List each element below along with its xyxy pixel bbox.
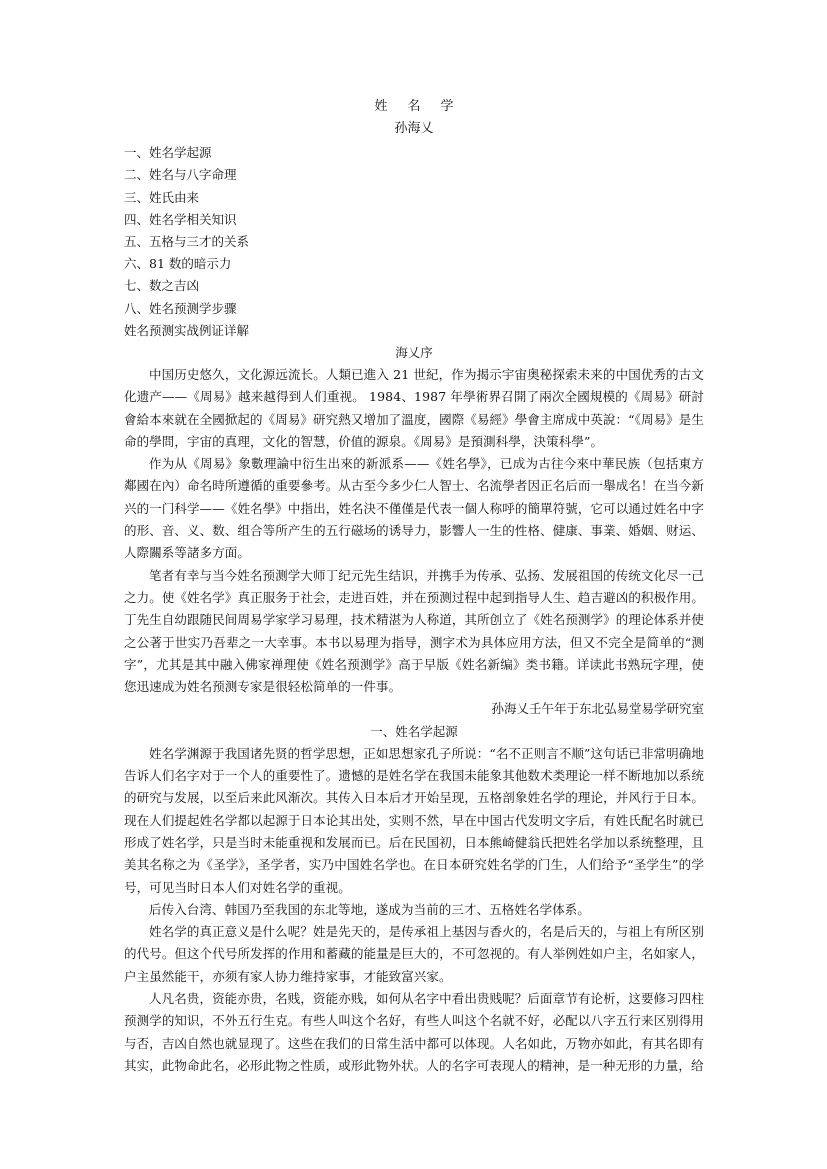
toc-item: 六、81 数的暗示力 — [124, 256, 232, 272]
preface-paragraph: 作为从《周易》象數理論中衍生出來的新派系——《姓名學》，已成为古往今來中華民族（包括東方鄰國在內）命名時所遵循的重要參考。从古至今多少仁人智士、名流學者因正名后而一舉成名！在当今新兴的一门科学——《姓名學》中指出，姓名決不僅僅是代表一個人称呼的簡單符號，它可以通过姓名中字的形、音、义、数、组合等所产生的五行磁场的诱导力，影響人一生的性格、健康、事業、婚姻、财运、人際關系等諸多方面。 — [124, 456, 704, 561]
preface-heading: 海乂序 — [395, 344, 433, 360]
preface-paragraph: 中国历史悠久，文化源远流长。人類已進入 21 世紀，作为揭示宇宙奥秘探索未来的中国优秀的古文化遗产——《周易》越来越得到人们重视。 1984、1987 年學術界召開了兩次全國規模的《周易》研討會給本來就在全國掀起的《周易》研究熱又增加了溫度，國際《易經》學會主席成中英說：“《周易》是生命的學問，宇宙的真理，文化的智慧，价值的源泉。《周易》是預測科學，決策科學”。 — [124, 366, 704, 449]
section-heading: 一、姓名学起源 — [370, 723, 458, 739]
body-paragraph: 人凡名贵，资能亦贵，名贱，资能亦贱，如何从名字中看出贵贱呢？后面章节有论析，这要修习四柱预测学的知识，不外五行生克。有些人叫这个名好，有些人叫这个名就不好，必配以八字五行来区别得用与否，吉凶自然也就显现了。这些在我们的日常生活中都可以体现。人名如此，万物亦如此，有其名即有其实，此物命此名，必形此物之性质，或形此物外状。人的名字可表现人的精神，是一种无形的力量，给 — [124, 991, 704, 1073]
toc-item: 五、五格与三才的关系 — [124, 234, 250, 250]
toc-item: 八、姓名预测学步骤 — [124, 300, 237, 316]
title-char: 姓 — [374, 99, 388, 114]
document-page — [124, 96, 704, 1077]
toc-item: 二、姓名与八字命理 — [124, 167, 237, 183]
toc-item: 一、姓名学起源 — [124, 145, 212, 161]
toc-item: 七、数之吉凶 — [124, 278, 200, 294]
document-author: 孙海乂 — [394, 121, 434, 136]
preface-signature: 孙海乂壬午年于东北弘易堂易学研究室 — [491, 701, 704, 717]
preface-paragraph: 笔者有幸与当今姓名预测学大师丁纪元先生结识，并携手为传承、弘扬、发展祖国的传统文化尽一己之力。使《姓名学》真正服务于社会，走进百姓，并在预测过程中起到指导人生、趋吉避凶的积极作用。丁先生自幼跟随民间周易学家学习易理，技术精湛为人称道，其所创立了《姓名预测学》的理论体系并使之公著于世实乃吾辈之一大幸事。本书以易理为指导，测字术为具体应用方法，但又不完全是简单的“测字”，尤其是其中融入佛家禅理使《姓名预测学》高于早版《姓名新编》类书籍。详读此书熟玩字理，使您迅速成为姓名预测专家是很轻松简单的一件事。 — [124, 567, 704, 695]
toc-item: 三、姓氏由来 — [124, 189, 200, 205]
body-paragraph: 姓名学渊源于我国诸先贤的哲学思想，正如思想家孔子所说：“名不正则言不顺”这句话已非常明确地告诉人们名字对于一个人的重要性了。遗憾的是姓名学在我国未能象其他数术类理论一样不断地加以系统的研究与发展，以至后来此风渐次。其传入日本后才开始呈现，五格剖象姓名学的理论，并风行于日本。现在人们提起姓名学都以起源于日本论其出处，实则不然，早在中国古代发明文字后，有姓氏配名时就已形成了姓名学，只是当时未能重视和发展而已。后在民国初，日本熊崎健翁氏把姓名学加以系统整理，且美其名称之为《圣学》，圣学者，实乃中国姓名学也。在日本研究姓名学的门生，人们给予“圣学生”的学号，可见当时日本人们对姓名学的重视。 — [124, 745, 704, 895]
toc-item: 四、姓名学相关知识 — [124, 211, 237, 227]
toc-item: 姓名预测实战例证详解 — [124, 322, 250, 338]
table-of-contents — [124, 142, 704, 342]
body-paragraph: 后传入台湾、韩国乃至我国的东北等地，遂成为当前的三才、五格姓名学体系。 — [149, 901, 591, 917]
body-paragraph: 姓名学的真正意义是什么呢？姓是先天的，是传承祖上基因与香火的，名是后天的，与祖上有所区别的代号。但这个代号所发挥的作用和蓄藏的能量是巨大的，不可忽视的。有人举例姓如户主，名如家人，户主虽然能干，亦须有家人协力维持家事，才能致富兴家。 — [124, 924, 704, 984]
section-origin — [124, 721, 704, 1077]
document-title — [124, 96, 704, 118]
title-char: 名 — [407, 99, 421, 114]
preface-section — [124, 342, 704, 721]
title-char: 学 — [440, 99, 454, 114]
